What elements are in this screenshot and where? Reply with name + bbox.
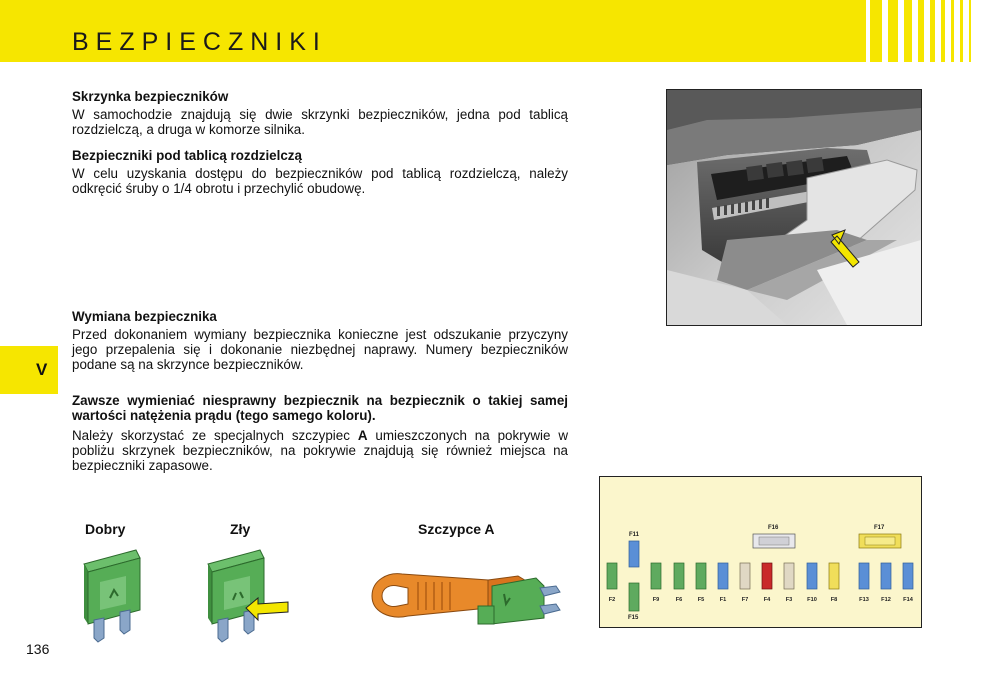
section-heading: Skrzynka bezpieczników <box>72 89 229 104</box>
fuse-f2 <box>607 563 617 589</box>
bad-fuse-label: Zły <box>230 521 251 537</box>
fuse-label: F9 <box>652 597 660 603</box>
fusebox-photo <box>666 89 922 326</box>
fuse-f8 <box>829 563 839 589</box>
fuse-layout-diagram <box>599 476 922 628</box>
warning-text: Zawsze wymieniać niesprawny bezpiecznik na bezpiecznik o takiej samej wartości natężenia prądu (tego samego koloru). <box>72 393 568 423</box>
section-text: Przed dokonaniem wymiany bezpiecznika konieczne jest odszukanie przyczyny jego przepalenia się i dokonanie niezbędnej naprawy. Numery bezpieczników podane są na skrzynce bezpieczników. <box>72 327 568 372</box>
fuse-label: F14 <box>903 597 913 603</box>
fuse-f1 <box>718 563 728 589</box>
page-title: BEZPIECZNIKI <box>72 28 327 56</box>
fuse-label: F6 <box>675 597 683 603</box>
fuse-label: F2 <box>608 597 616 603</box>
good-fuse-icon <box>76 546 146 646</box>
section-under-dash <box>72 148 568 196</box>
section-text: W celu uzyskania dostępu do bezpieczników pod tablicą rozdzielczą, należy odkręcić śruby o 1/4 obrotu i przechylić obudowę. <box>72 166 568 196</box>
fuse-label: F4 <box>763 597 771 603</box>
good-fuse-label: Dobry <box>85 521 126 537</box>
pliers-label: Szczypce A <box>418 521 495 537</box>
section-heading: Wymiana bezpiecznika <box>72 309 217 324</box>
fuse-f13 <box>859 563 869 589</box>
fuse-f12 <box>881 563 891 589</box>
fuse-label: F17 <box>874 525 885 531</box>
fuse-label: F5 <box>697 597 705 603</box>
fuse-label: F12 <box>881 597 891 603</box>
section-text: Należy skorzystać ze specjalnych szczypiec A umieszczonych na pokrywie w pobliżu skrzynek bezpieczników, na pokrywie znajdują się również miejsca na bezpieczniki zapasowe. <box>72 428 568 473</box>
page-number: 136 <box>26 641 50 657</box>
fuse-f6 <box>674 563 684 589</box>
fuse-label: F7 <box>741 597 749 603</box>
fuse-layout-illustration <box>600 477 921 627</box>
section-text: W samochodzie znajdują się dwie skrzynki bezpieczników, jedna pod tablicą rozdzielczą, a druga w komorze silnika. <box>72 107 568 137</box>
fuse-label: F10 <box>807 597 817 603</box>
fuse-f11 <box>629 541 639 567</box>
chapter-tab-label: V <box>36 360 48 379</box>
fuse-f4 <box>762 563 772 589</box>
fuse-label: F15 <box>628 615 639 621</box>
fuse-f3 <box>784 563 794 589</box>
fusebox-photo-illustration <box>667 90 921 325</box>
fuse-f5 <box>696 563 706 589</box>
fuse-label: F13 <box>859 597 869 603</box>
fuse-label: F16 <box>768 525 779 531</box>
fuse-f10 <box>807 563 817 589</box>
section-note <box>72 393 568 473</box>
chapter-tab <box>0 346 58 394</box>
fuse-label: F1 <box>719 597 727 603</box>
fuse-f15 <box>629 583 639 611</box>
section-replacement <box>72 309 568 372</box>
fuse-f7 <box>740 563 750 589</box>
fuse-f9 <box>651 563 661 589</box>
header-stripes <box>866 0 992 62</box>
fuse-label: F11 <box>629 532 640 538</box>
fuse-f14 <box>903 563 913 589</box>
fuse-label: F3 <box>785 597 793 603</box>
pliers-icon <box>368 566 564 636</box>
bad-fuse-icon <box>200 546 295 646</box>
section-heading: Bezpieczniki pod tablicą rozdzielczą <box>72 148 302 163</box>
section-fusebox <box>72 89 568 137</box>
fuse-label: F8 <box>830 597 838 603</box>
